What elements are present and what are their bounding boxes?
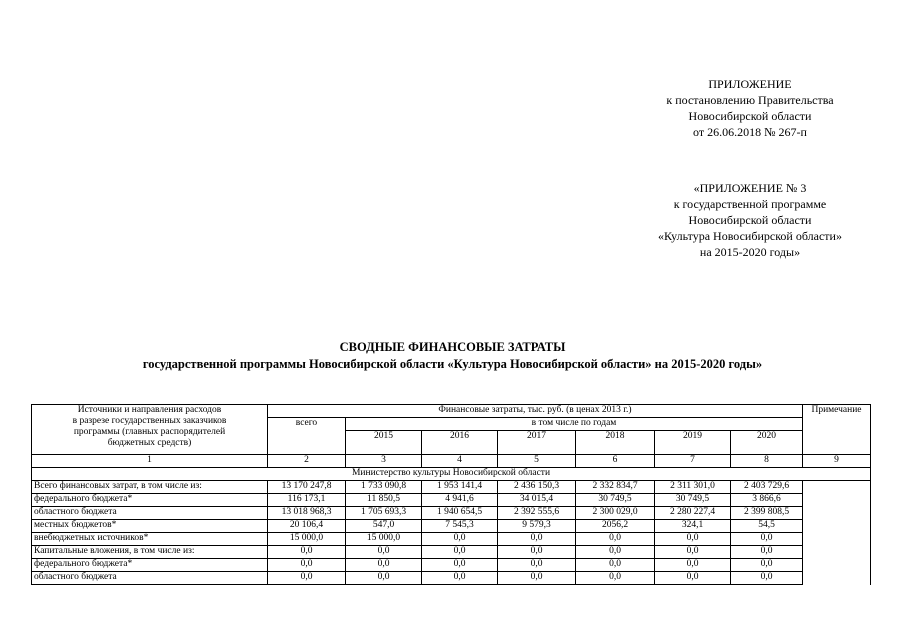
cell-2020: 0,0 [731, 533, 803, 546]
cell-2015: 1 705 693,3 [346, 507, 422, 520]
table-row [32, 533, 871, 546]
appendix3-block [612, 180, 888, 260]
cell-total: 20 106,4 [268, 520, 346, 533]
header-year: 2017 [498, 431, 576, 455]
cell-total: 0,0 [268, 572, 346, 585]
cell-2016: 0,0 [422, 559, 498, 572]
row-label: федерального бюджета* [32, 494, 268, 507]
appendix-block [630, 76, 870, 140]
cell-total: 0,0 [268, 546, 346, 559]
header-year: 2020 [731, 431, 803, 455]
appendix3-line: к государственной программе [673, 197, 827, 211]
cell-2020: 54,5 [731, 520, 803, 533]
table-row [32, 546, 871, 559]
column-number: 6 [576, 455, 655, 468]
cell-2017: 0,0 [498, 559, 576, 572]
cell-note [803, 533, 871, 546]
cell-2015: 547,0 [346, 520, 422, 533]
cell-note [803, 507, 871, 520]
row-label: Всего финансовых затрат, в том числе из: [32, 481, 268, 494]
row-label: местных бюджетов* [32, 520, 268, 533]
cell-2016: 7 545,3 [422, 520, 498, 533]
cell-total: 15 000,0 [268, 533, 346, 546]
appendix3-line: на 2015-2020 годы» [699, 245, 801, 259]
cell-2016: 0,0 [422, 533, 498, 546]
appendix-line: к постановлению Правительства [666, 93, 834, 107]
header-year: 2019 [655, 431, 731, 455]
financial-costs-table [31, 404, 871, 585]
cell-2017: 0,0 [498, 546, 576, 559]
cell-2018: 0,0 [576, 546, 655, 559]
cell-note [803, 494, 871, 507]
table-row [32, 494, 871, 507]
header-sources [32, 405, 268, 455]
header-sources-line: в разрезе государственных заказчиков [72, 416, 227, 426]
cell-note [803, 559, 871, 572]
cell-2018: 0,0 [576, 559, 655, 572]
cell-2019: 0,0 [655, 559, 731, 572]
row-label: федерального бюджета* [32, 559, 268, 572]
column-number: 2 [268, 455, 346, 468]
cell-2020: 3 866,6 [731, 494, 803, 507]
cell-2020: 0,0 [731, 546, 803, 559]
cell-note [803, 572, 871, 585]
cell-2018: 2 300 029,0 [576, 507, 655, 520]
cell-2019: 30 749,5 [655, 494, 731, 507]
cell-2015: 0,0 [346, 546, 422, 559]
header-sources-line: бюджетных средств) [107, 438, 192, 448]
cell-2019: 2 311 301,0 [655, 481, 731, 494]
cell-2015: 15 000,0 [346, 533, 422, 546]
header-note: Примечание [803, 405, 871, 455]
title-line-2: государственной программы Новосибирской области «Культура Новосибирской области» на 2015-2020 годы» [142, 357, 763, 371]
cell-2019: 0,0 [655, 572, 731, 585]
cell-2017: 2 436 150,3 [498, 481, 576, 494]
row-label: областного бюджета [32, 572, 268, 585]
appendix-line: Новосибирской области [688, 109, 812, 123]
cell-2018: 30 749,5 [576, 494, 655, 507]
cell-total: 13 018 968,3 [268, 507, 346, 520]
table-row [32, 559, 871, 572]
cell-2016: 0,0 [422, 572, 498, 585]
cell-note [803, 546, 871, 559]
appendix3-line: Новосибирской области [688, 213, 812, 227]
column-number: 8 [731, 455, 803, 468]
cell-2015: 1 733 090,8 [346, 481, 422, 494]
cell-2016: 1 953 141,4 [422, 481, 498, 494]
header-year: 2016 [422, 431, 498, 455]
table-row [32, 520, 871, 533]
document-title [0, 339, 905, 373]
cell-2016: 0,0 [422, 546, 498, 559]
cell-2018: 0,0 [576, 533, 655, 546]
column-number: 3 [346, 455, 422, 468]
cell-2020: 0,0 [731, 559, 803, 572]
cell-2019: 2 280 227,4 [655, 507, 731, 520]
header-total: всего [268, 418, 346, 455]
row-label: областного бюджета [32, 507, 268, 520]
column-number: 5 [498, 455, 576, 468]
cell-total: 13 170 247,8 [268, 481, 346, 494]
cell-2015: 0,0 [346, 559, 422, 572]
header-year: 2018 [576, 431, 655, 455]
appendix3-line: «Культура Новосибирской области» [658, 229, 842, 243]
column-number: 7 [655, 455, 731, 468]
cell-2020: 2 403 729,6 [731, 481, 803, 494]
row-label: Капитальные вложения, в том числе из: [32, 546, 268, 559]
cell-2017: 9 579,3 [498, 520, 576, 533]
cell-2020: 0,0 [731, 572, 803, 585]
header-sources-line: Источники и направления расходов [77, 405, 222, 415]
cell-2017: 0,0 [498, 533, 576, 546]
column-number: 1 [32, 455, 268, 468]
cell-2019: 324,1 [655, 520, 731, 533]
header-by-years: в том числе по годам [346, 418, 803, 431]
cell-note [803, 481, 871, 494]
cell-note [803, 520, 871, 533]
cell-2015: 11 850,5 [346, 494, 422, 507]
appendix3-line: «ПРИЛОЖЕНИЕ № 3 [693, 181, 807, 195]
title-line-1: СВОДНЫЕ ФИНАНСОВЫЕ ЗАТРАТЫ [339, 340, 566, 354]
cell-total: 0,0 [268, 559, 346, 572]
header-costs: Финансовые затраты, тыс. руб. (в ценах 2013 г.) [268, 405, 803, 418]
cell-2018: 2 332 834,7 [576, 481, 655, 494]
row-label: внебюджетных источников* [32, 533, 268, 546]
cell-2018: 0,0 [576, 572, 655, 585]
column-number: 4 [422, 455, 498, 468]
column-number: 9 [803, 455, 871, 468]
cell-2019: 0,0 [655, 546, 731, 559]
cell-2019: 0,0 [655, 533, 731, 546]
cell-2018: 2056,2 [576, 520, 655, 533]
header-sources-line: программы (главных распорядителей [73, 427, 226, 437]
header-year: 2015 [346, 431, 422, 455]
table-row [32, 572, 871, 585]
appendix-line: ПРИЛОЖЕНИЕ [708, 77, 792, 91]
cell-2017: 34 015,4 [498, 494, 576, 507]
cell-2017: 0,0 [498, 572, 576, 585]
ministry-row: Министерство культуры Новосибирской области [32, 468, 871, 481]
cell-2017: 2 392 555,6 [498, 507, 576, 520]
appendix-line: от 26.06.2018 № 267-п [693, 125, 807, 139]
cell-2020: 2 399 808,5 [731, 507, 803, 520]
table-row [32, 507, 871, 520]
table-row [32, 481, 871, 494]
cell-2016: 1 940 654,5 [422, 507, 498, 520]
cell-2016: 4 941,6 [422, 494, 498, 507]
cell-total: 116 173,1 [268, 494, 346, 507]
cell-2015: 0,0 [346, 572, 422, 585]
